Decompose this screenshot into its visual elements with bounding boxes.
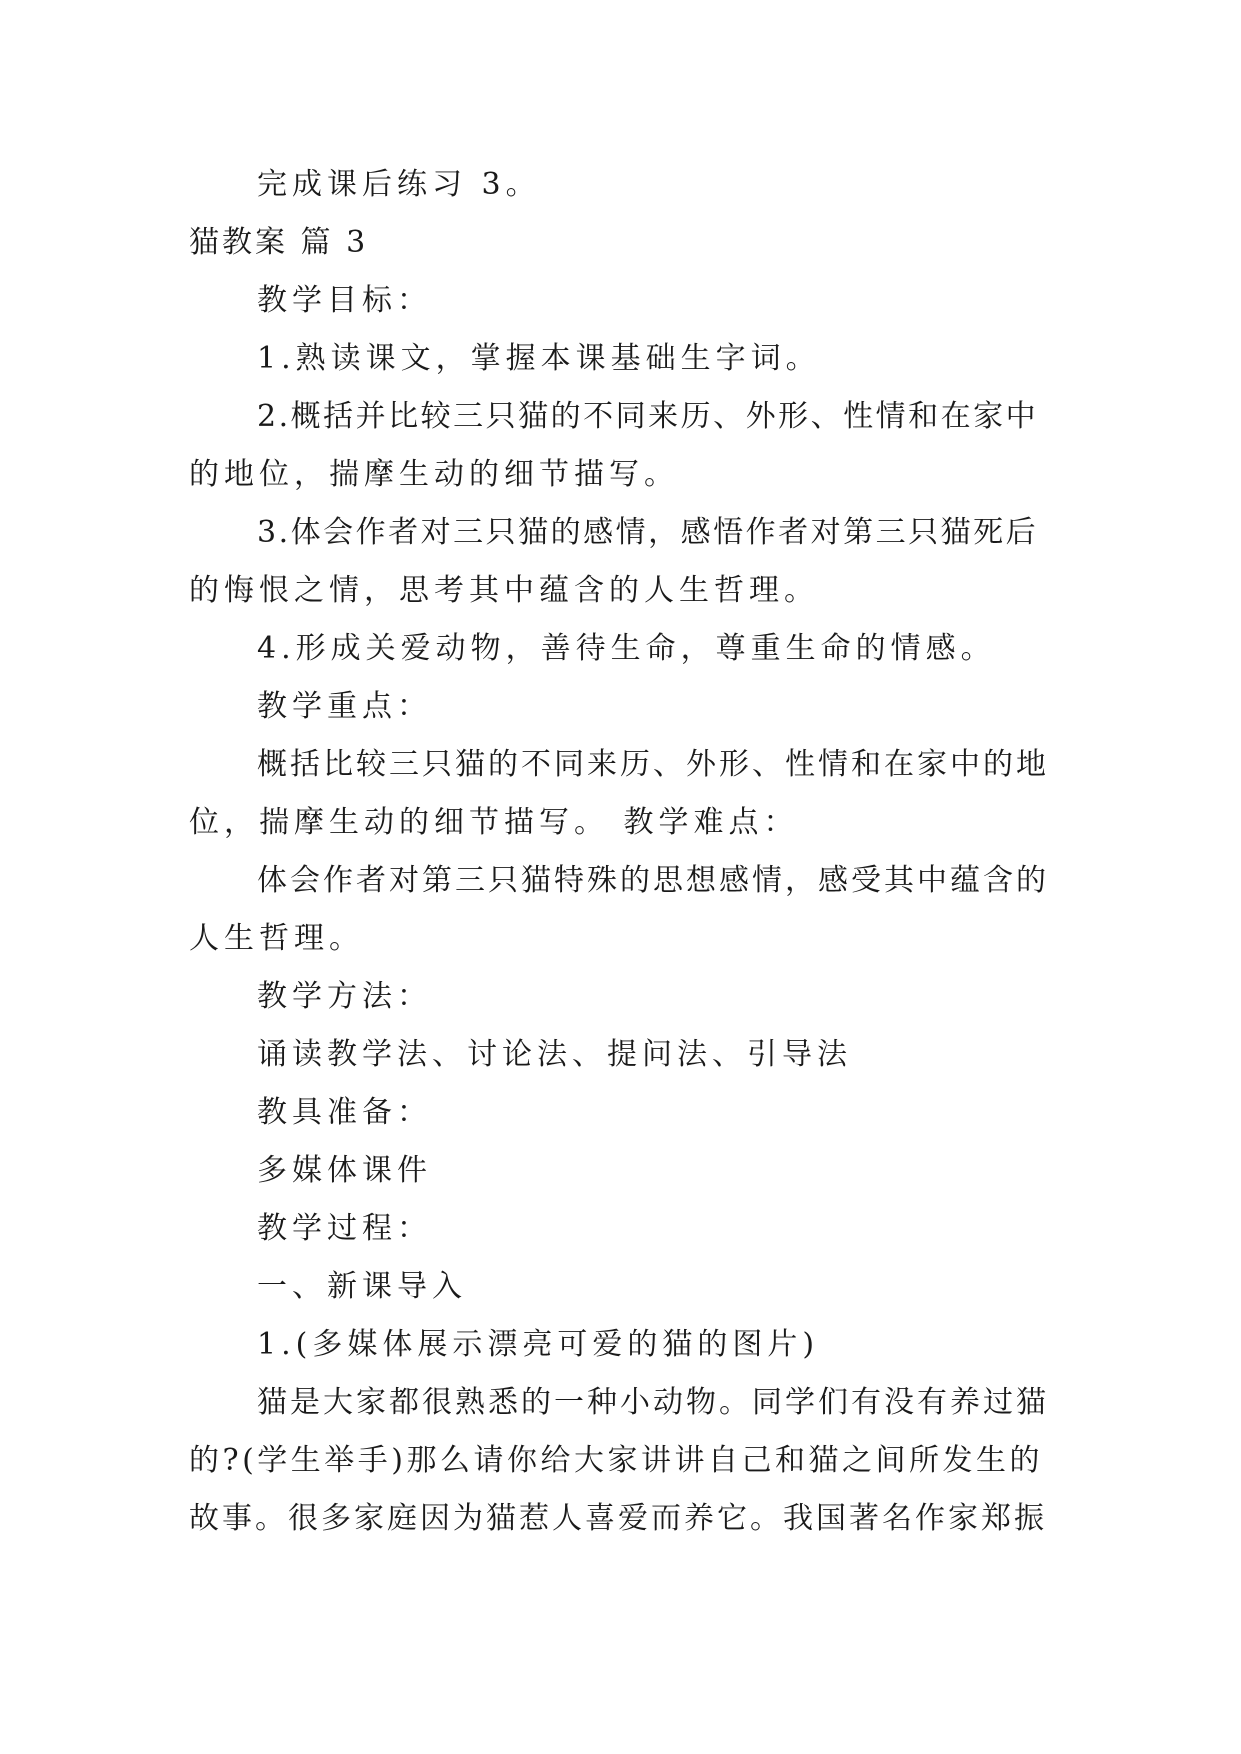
- paragraph-line: 教学重点：: [257, 689, 432, 724]
- paragraph-line: 3.体会作者对三只猫的感情，感悟作者对第三只猫死后: [257, 515, 1039, 550]
- paragraph-line: 教学方法：: [257, 979, 432, 1014]
- paragraph-line: 诵读教学法、讨论法、提问法、引导法: [257, 1037, 852, 1072]
- paragraph-line: 的悔恨之情，思考其中蕴含的人生哲理。: [189, 573, 819, 608]
- paragraph-line: 教学目标：: [257, 283, 432, 318]
- paragraph-line: 体会作者对第三只猫特殊的思想感情，感受其中蕴含的: [257, 863, 1049, 898]
- paragraph-line: 教学过程：: [257, 1211, 432, 1246]
- paragraph-line: 的地位，揣摩生动的细节描写。: [189, 457, 679, 492]
- paragraph-line: 1.(多媒体展示漂亮可爱的猫的图片): [257, 1327, 820, 1362]
- paragraph-line: 猫是大家都很熟悉的一种小动物。同学们有没有养过猫: [257, 1385, 1049, 1420]
- paragraph-line: 概括比较三只猫的不同来历、外形、性情和在家中的地: [257, 747, 1049, 782]
- paragraph-line: 教具准备：: [257, 1095, 432, 1130]
- paragraph-line: 人生哲理。: [189, 921, 364, 956]
- paragraph-line: 多媒体课件: [257, 1153, 432, 1188]
- paragraph-line: 的?(学生举手)那么请你给大家讲讲自己和猫之间所发生的: [189, 1443, 1043, 1478]
- paragraph-line: 1.熟读课文，掌握本课基础生字词。: [257, 341, 821, 376]
- paragraph-line: 4.形成关爱动物，善待生命，尊重生命的情感。: [257, 631, 996, 666]
- paragraph-line: 位，揣摩生动的细节描写。 教学难点：: [189, 805, 799, 840]
- section-heading: 猫教案 篇 3: [189, 225, 369, 260]
- paragraph-line: 2.概括并比较三只猫的不同来历、外形、性情和在家中: [257, 399, 1039, 434]
- paragraph-line: 完成课后练习 3。: [257, 167, 541, 202]
- paragraph-line: 故事。很多家庭因为猫惹人喜爱而养它。我国著名作家郑振: [189, 1501, 1047, 1536]
- paragraph-line: 一、新课导入: [257, 1269, 467, 1304]
